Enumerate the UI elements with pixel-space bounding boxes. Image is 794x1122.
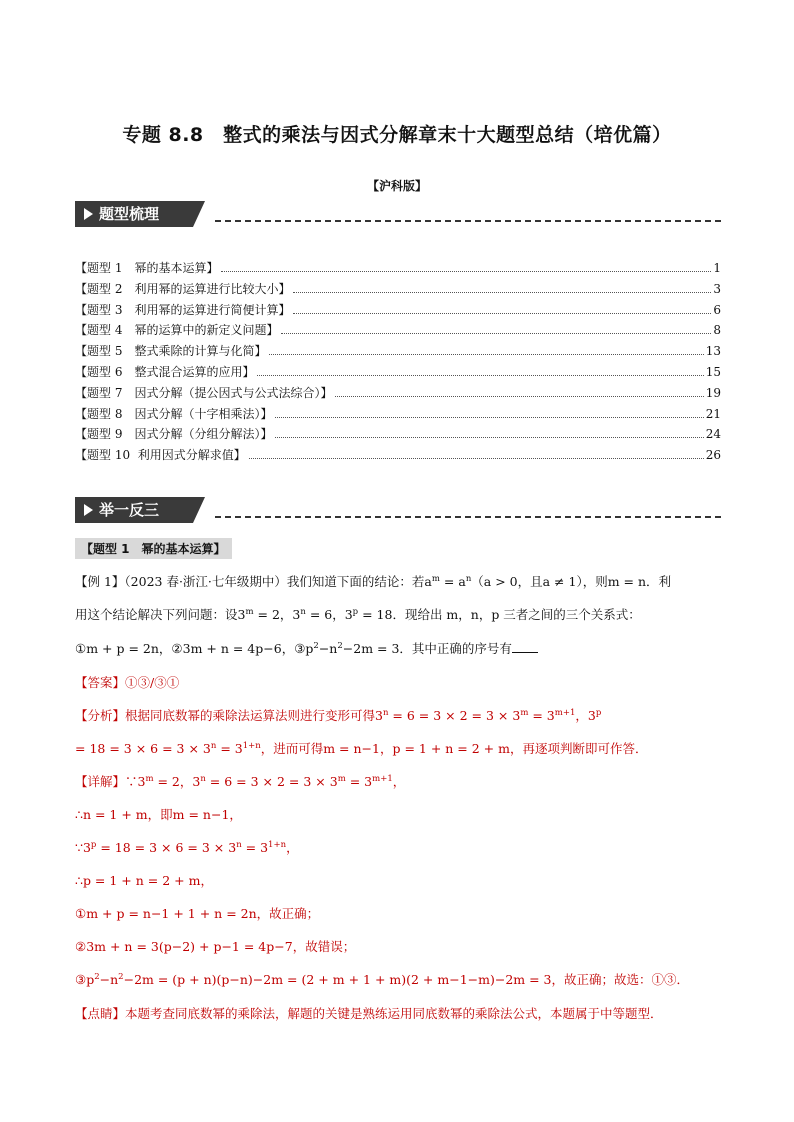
question-type-heading: 【题型 1 幂的基本运算】 <box>75 538 232 559</box>
detail-line-4: ∴p = 1 + n = 2 + m， <box>75 873 213 888</box>
detail-line-6: ②3m + n = 3(p−2) + p−1 = 4p−7，故错误； <box>75 939 356 954</box>
section-divider <box>215 516 721 518</box>
example-statement-line-1: 【例 1】（2023 春·浙江·七年级期中）我们知道下面的结论：若$a^m = a^n(a > 0$，且a ≠ 1），则m = n．利 <box>75 573 672 589</box>
section-label-outline: 题型梳理 <box>99 205 160 223</box>
toc-item[interactable]: 【题型 9 因式分解（分组分解法）】 24 <box>75 427 721 442</box>
toc-item[interactable]: 【题型 6 整式混合运算的应用】 15 <box>75 364 721 379</box>
toc-item[interactable]: 【题型 1 幂的基本运算】 1 <box>75 261 721 275</box>
answer-blank <box>512 640 538 653</box>
edition-subtitle: 【沪科版】 <box>366 179 427 193</box>
example-statement-line-2: 用这个结论解决下列问题：设$3^m = 2$，$3^n = 6$，$3^p = 18$．现给出 m，n，p 三者之间的三个关系式： <box>75 606 641 622</box>
toc-item[interactable]: 【题型 10 利用因式分解求值】 26 <box>75 448 721 463</box>
section-header-practice <box>75 497 721 523</box>
toc-item[interactable]: 【题型 5 整式乘除的计算与化简】 13 <box>75 344 721 359</box>
section-label-practice: 举一反三 <box>99 501 160 519</box>
detail-line-5: ①m + p = n−1 + 1 + n = 2n，故正确； <box>75 906 320 921</box>
toc-item[interactable]: 【题型 7 因式分解（提公因式与公式法综合）】 19 <box>75 385 721 400</box>
play-arrow-icon <box>84 504 93 516</box>
analysis-line-1: 【分析】根据同底数幂的乘除法运算法则进行变形可得$3^n = 6 = 3 \times 2 = 3 \times 3^m = 3^{m+1}$，3$^p$ <box>75 707 602 723</box>
detail-line-1: 【详解】$\because 3^m = 2$，$3^n = 6 = 3 \times 2 = 3 \times 3^m = 3^{m+1}$， <box>75 773 406 789</box>
example-statement-line-3: ①m + p = 2n，②3m + n = 4p−6，$③p^2-n^2-2m = 3$．其中正确的序号有 <box>75 639 538 657</box>
analysis-line-2: = $18 = 3 \times 6 = 3 \times 3^n = 3^{1+n}$，进而可得m = n−1，p = 1 + n = 2 + m，再逐项判断即可作答． <box>75 740 648 756</box>
section-divider <box>215 220 721 222</box>
tip-line: 【点睛】本题考查同底数幂的乘除法，解题的关键是熟练运用同底数幂的乘除法公式，本题属于中等题型． <box>75 1006 663 1021</box>
document-title: 专题 8.8 整式的乘法与因式分解章末十大题型总结（培优篇） <box>122 124 672 146</box>
toc-item[interactable]: 【题型 8 因式分解（十字相乘法）】 21 <box>75 406 721 421</box>
detail-line-2: ∴n = 1 + m，即m = n−1， <box>75 807 242 822</box>
answer-line: 【答案】①③/③① <box>75 675 180 690</box>
detail-line-3: $\because 3^p = 18 = 3 \times 6 = 3 \times 3^n = 3^{1+n}$， <box>75 839 299 855</box>
play-arrow-icon <box>84 208 93 220</box>
toc-item[interactable]: 【题型 4 幂的运算中的新定义问题】 8 <box>75 323 721 338</box>
table-of-contents <box>75 259 721 467</box>
detail-line-7: $③p^2-n^2-2m = (p + n)(p-n)-2m = (2 + m + 1 + m)(2 + m-1-m)-2m = 3$，故正确；故选：①③． <box>75 971 690 987</box>
section-header-outline <box>75 201 721 227</box>
toc-item[interactable]: 【题型 2 利用幂的运算进行比较大小】 3 <box>75 281 721 296</box>
toc-item[interactable]: 【题型 3 利用幂的运算进行简便计算】 6 <box>75 302 721 317</box>
